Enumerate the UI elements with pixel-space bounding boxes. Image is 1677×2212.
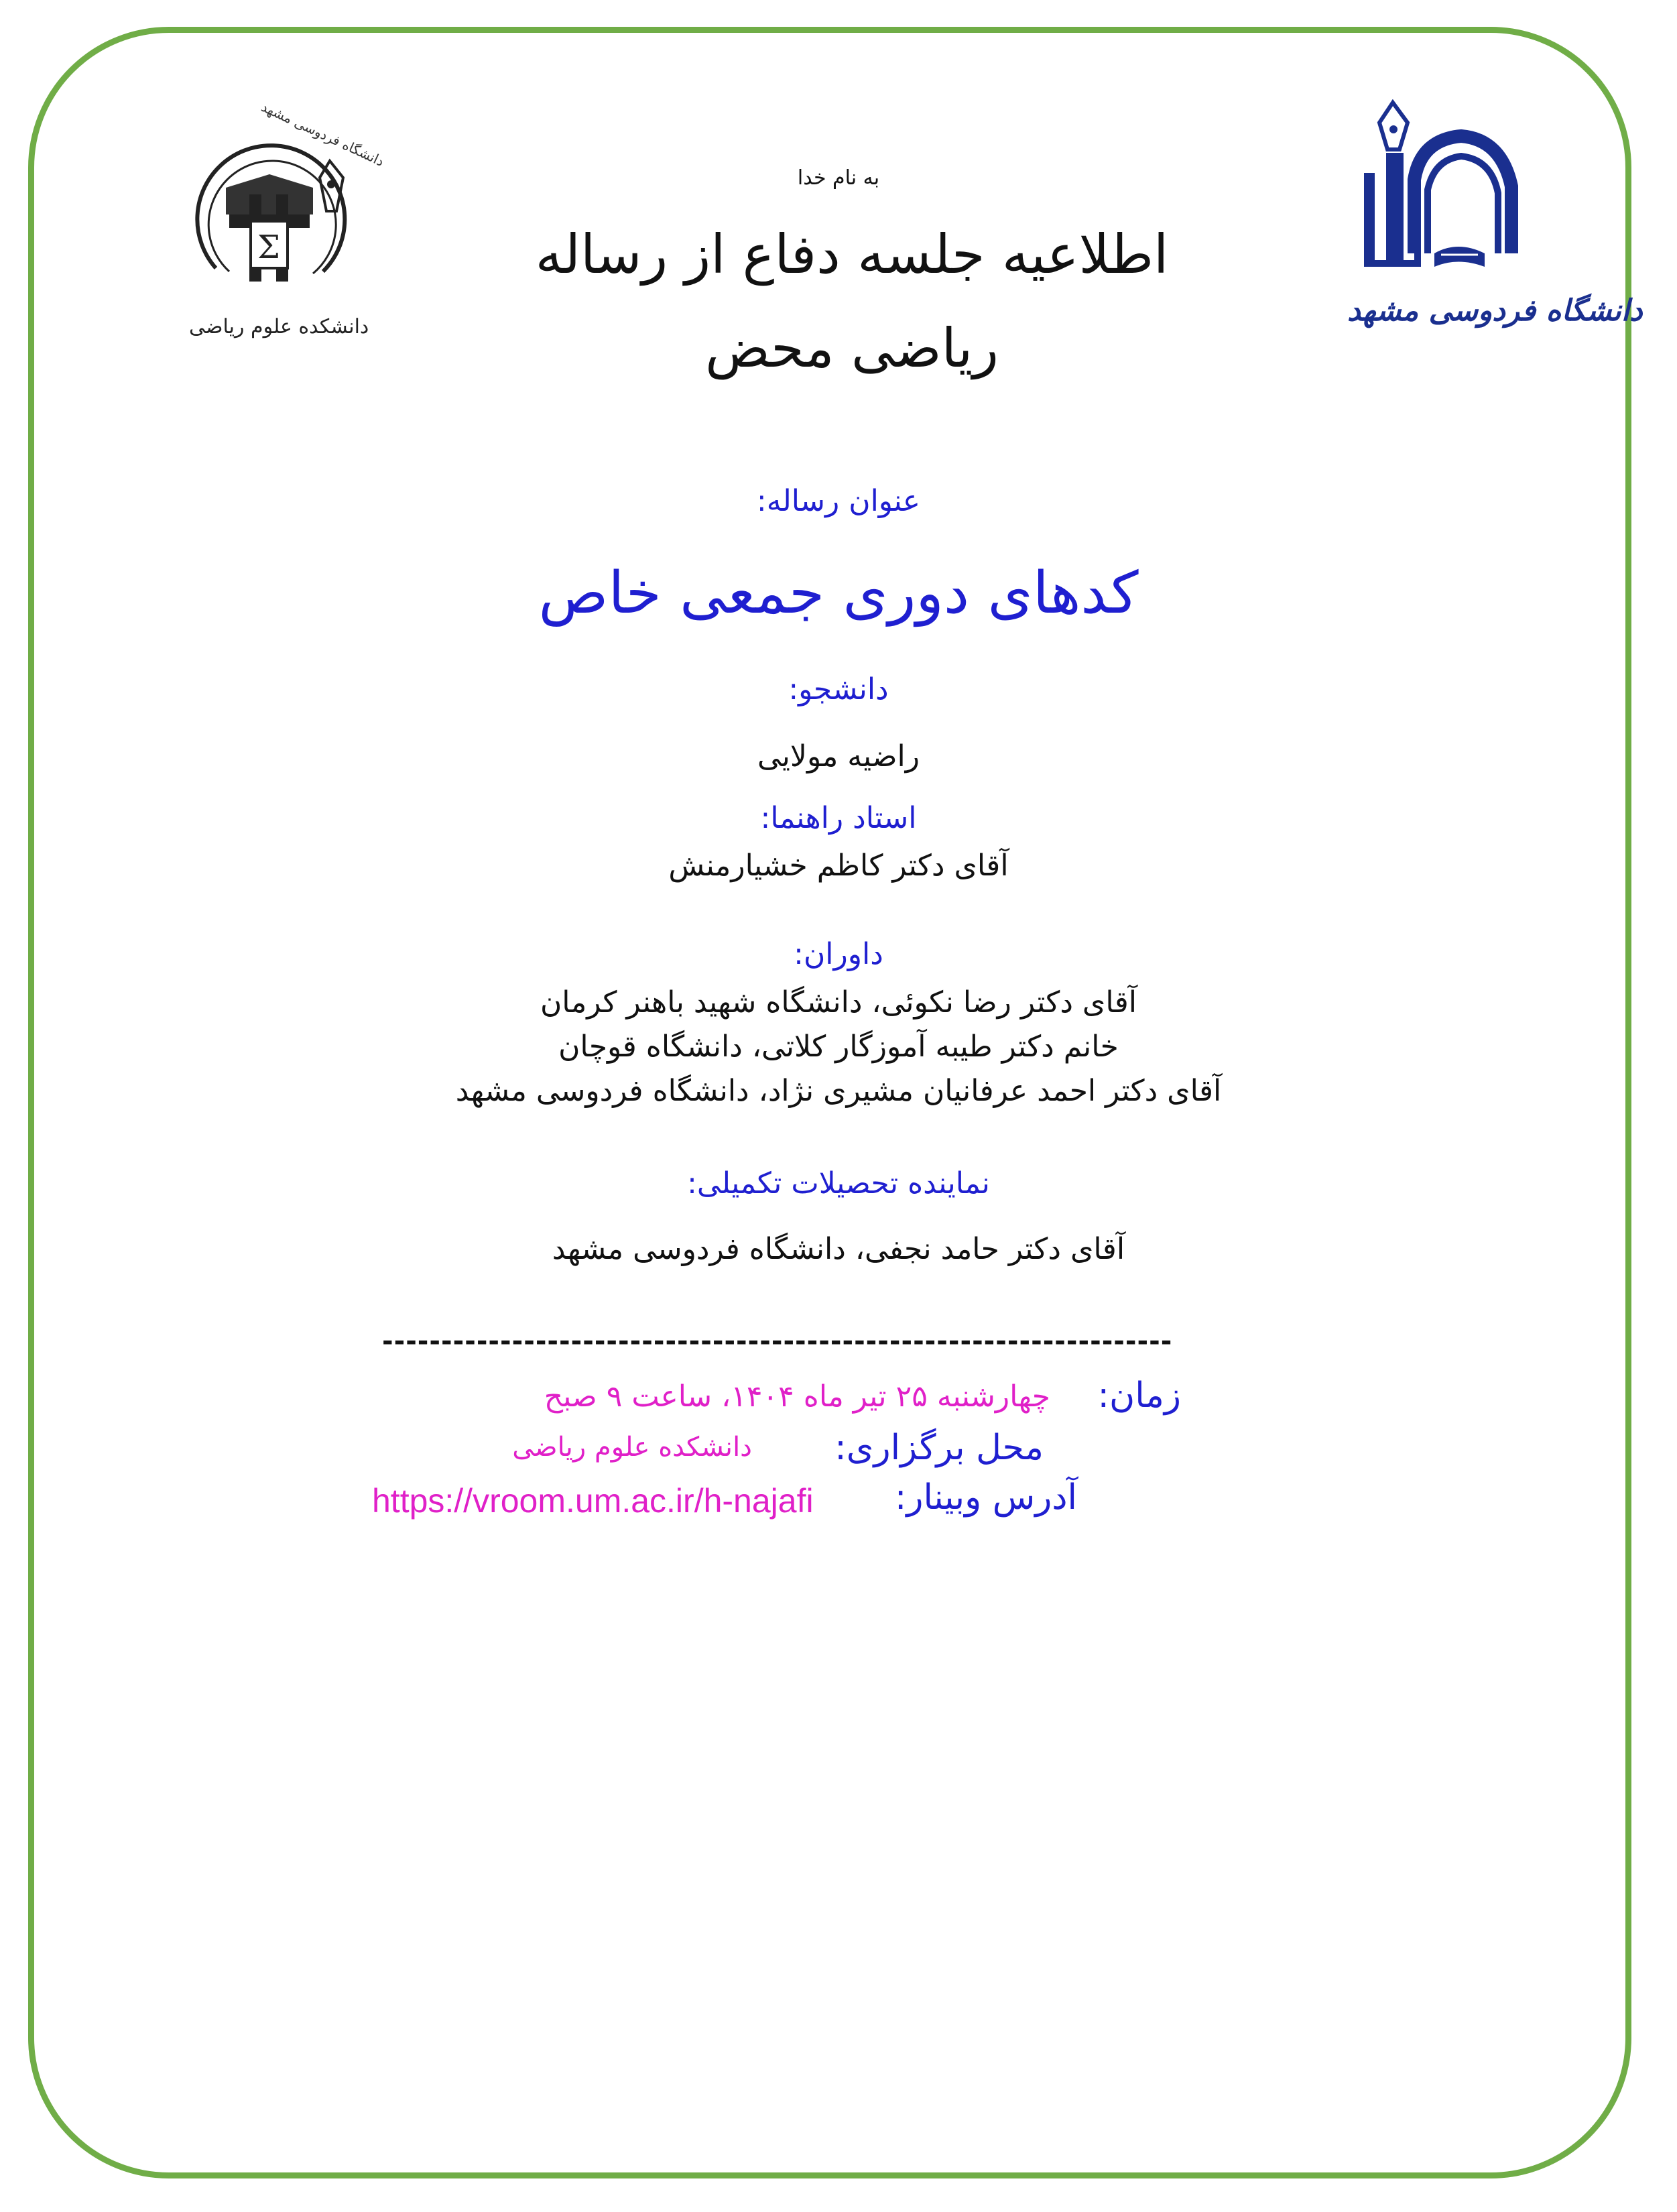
university-logo-text: دانشگاه فردوسی مشهد <box>1347 294 1643 328</box>
referee-item: آقای دکتر احمد عرفانیان مشیری نژاد، دانشگاه فردوسی مشهد <box>455 1074 1222 1108</box>
time-label: زمان: <box>1097 1375 1181 1416</box>
graduate-rep-label: نماینده تحصیلات تکمیلی: <box>687 1166 990 1201</box>
webinar-label: آدرس وبینار: <box>894 1477 1077 1518</box>
page-title-line-2: ریاضی محض <box>705 317 999 379</box>
referees-label: داوران: <box>794 937 883 971</box>
student-label: دانشجو: <box>788 672 889 706</box>
divider: ------------------------------------------------------------------- <box>382 1326 1173 1357</box>
time-value: چهارشنبه ۲۵ تیر ماه ۱۴۰۴، ساعت ۹ صبح <box>544 1379 1050 1414</box>
referee-item: آقای دکتر رضا نکوئی، دانشگاه شهید باهنر کرمان <box>540 985 1137 1020</box>
advisor-label: استاد راهنما: <box>760 801 917 835</box>
venue-value: دانشکده علوم ریاضی <box>512 1432 752 1463</box>
venue-label: محل برگزاری: <box>834 1428 1044 1468</box>
referee-item: خانم دکتر طیبه آموزگار کلاتی، دانشگاه قوچان <box>558 1030 1119 1064</box>
svg-text:Σ: Σ <box>257 229 280 266</box>
faculty-logo-bottom-text: دانشکده علوم ریاضی <box>189 315 369 339</box>
basmala: به نام خدا <box>797 166 880 190</box>
graduate-rep-name: آقای دکتر حامد نجفی، دانشگاه فردوسی مشهد <box>552 1232 1125 1266</box>
webinar-link[interactable]: https://vroom.um.ac.ir/h-najafi <box>372 1482 814 1520</box>
thesis-title-label: عنوان رساله: <box>756 484 921 518</box>
thesis-title: کدهای دوری جمعی خاص <box>538 560 1139 627</box>
page-title-line-1: اطلاعیه جلسه دفاع از رساله <box>535 223 1169 286</box>
faculty-logo-top-text: دانشگاه فردوسی مشهد <box>259 99 387 170</box>
advisor-name: آقای دکتر کاظم خشیارمنش <box>668 849 1009 883</box>
student-name: راضیه مولایی <box>757 739 920 774</box>
